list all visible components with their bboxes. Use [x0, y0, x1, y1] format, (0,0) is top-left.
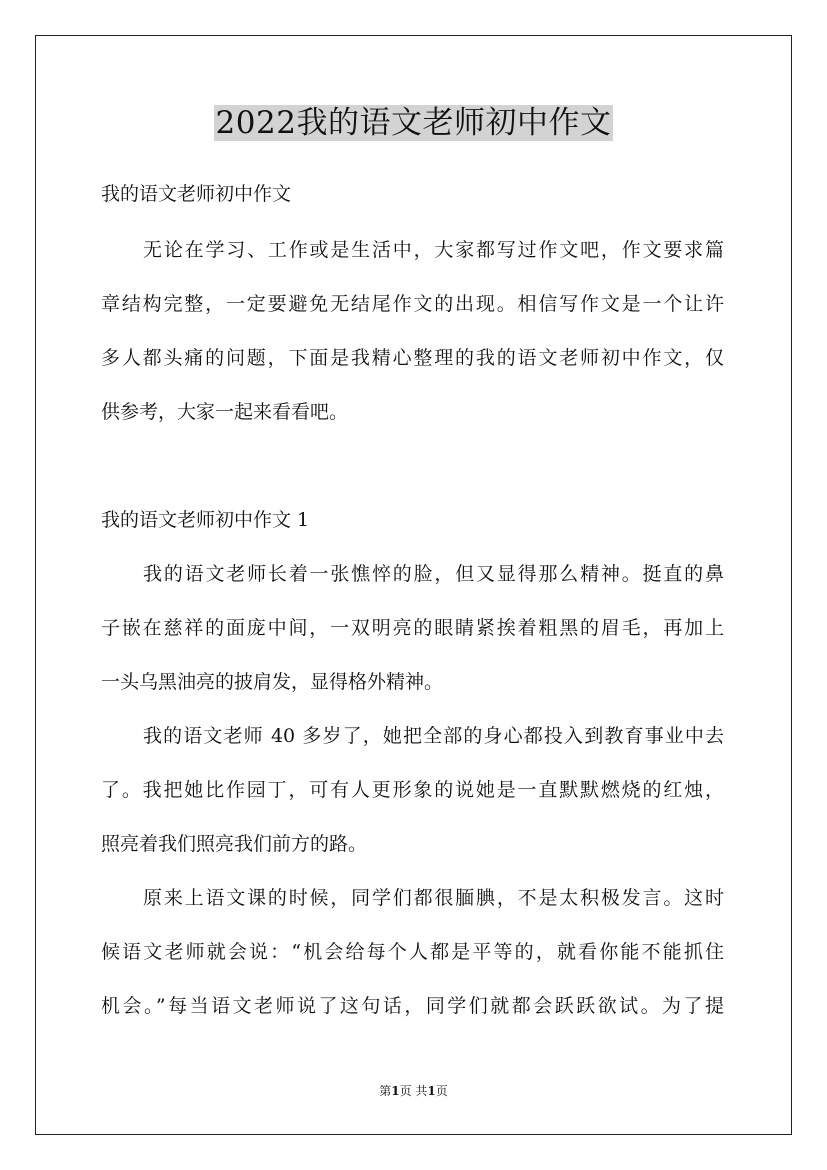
p1-line-3: 一头乌黑油亮的披肩发，显得格外精神。 [101, 671, 444, 693]
p2-line-3: 照亮着我们照亮我们前方的路。 [101, 833, 368, 855]
footer-page-current: 1 [391, 1084, 400, 1098]
footer-prefix: 第 [379, 1084, 392, 1098]
footer-mid: 页 共 [399, 1084, 428, 1098]
p2-line-2: 了。我把她比作园丁，可有人更形象的说她是一直默默燃烧的红烛， [101, 779, 724, 801]
footer-page-total: 1 [427, 1084, 436, 1098]
document-title [0, 103, 827, 143]
p3-line-1: 原来上语文课的时候，同学们都很腼腆，不是太积极发言。这时 [143, 887, 724, 909]
footer-suffix: 页 [435, 1084, 448, 1098]
page-footer [0, 1083, 827, 1099]
p1-line-1: 我的语文老师长着一张憔悴的脸，但又显得那么精神。挺直的鼻 [143, 563, 724, 585]
essay-heading: 我的语文老师初中作文 1 [101, 509, 310, 531]
intro-line-2: 章结构完整，一定要避免无结尾作文的出现。相信写作文是一个让许 [101, 293, 724, 315]
intro-line-4: 供参考，大家一起来看看吧。 [101, 401, 349, 423]
p1-line-2: 子嵌在慈祥的面庞中间，一双明亮的眼睛紧挨着粗黑的眉毛，再加上 [101, 617, 724, 639]
intro-line-3: 多人都头痛的问题，下面是我精心整理的我的语文老师初中作文，仅 [101, 347, 724, 369]
title-highlight: 2022我的语文老师初中作文 [215, 105, 612, 141]
p3-line-3: 机会。”每当语文老师说了这句话，同学们就都会跃跃欲试。为了提 [101, 995, 724, 1017]
intro-heading: 我的语文老师初中作文 [101, 183, 292, 205]
p2-line-1: 我的语文老师 40 多岁了，她把全部的身心都投入到教育事业中去 [143, 725, 724, 747]
p3-line-2: 候语文老师就会说：“机会给每个人都是平等的，就看你能不能抓住 [101, 941, 724, 963]
intro-line-1: 无论在学习、工作或是生活中，大家都写过作文吧，作文要求篇 [143, 239, 724, 261]
